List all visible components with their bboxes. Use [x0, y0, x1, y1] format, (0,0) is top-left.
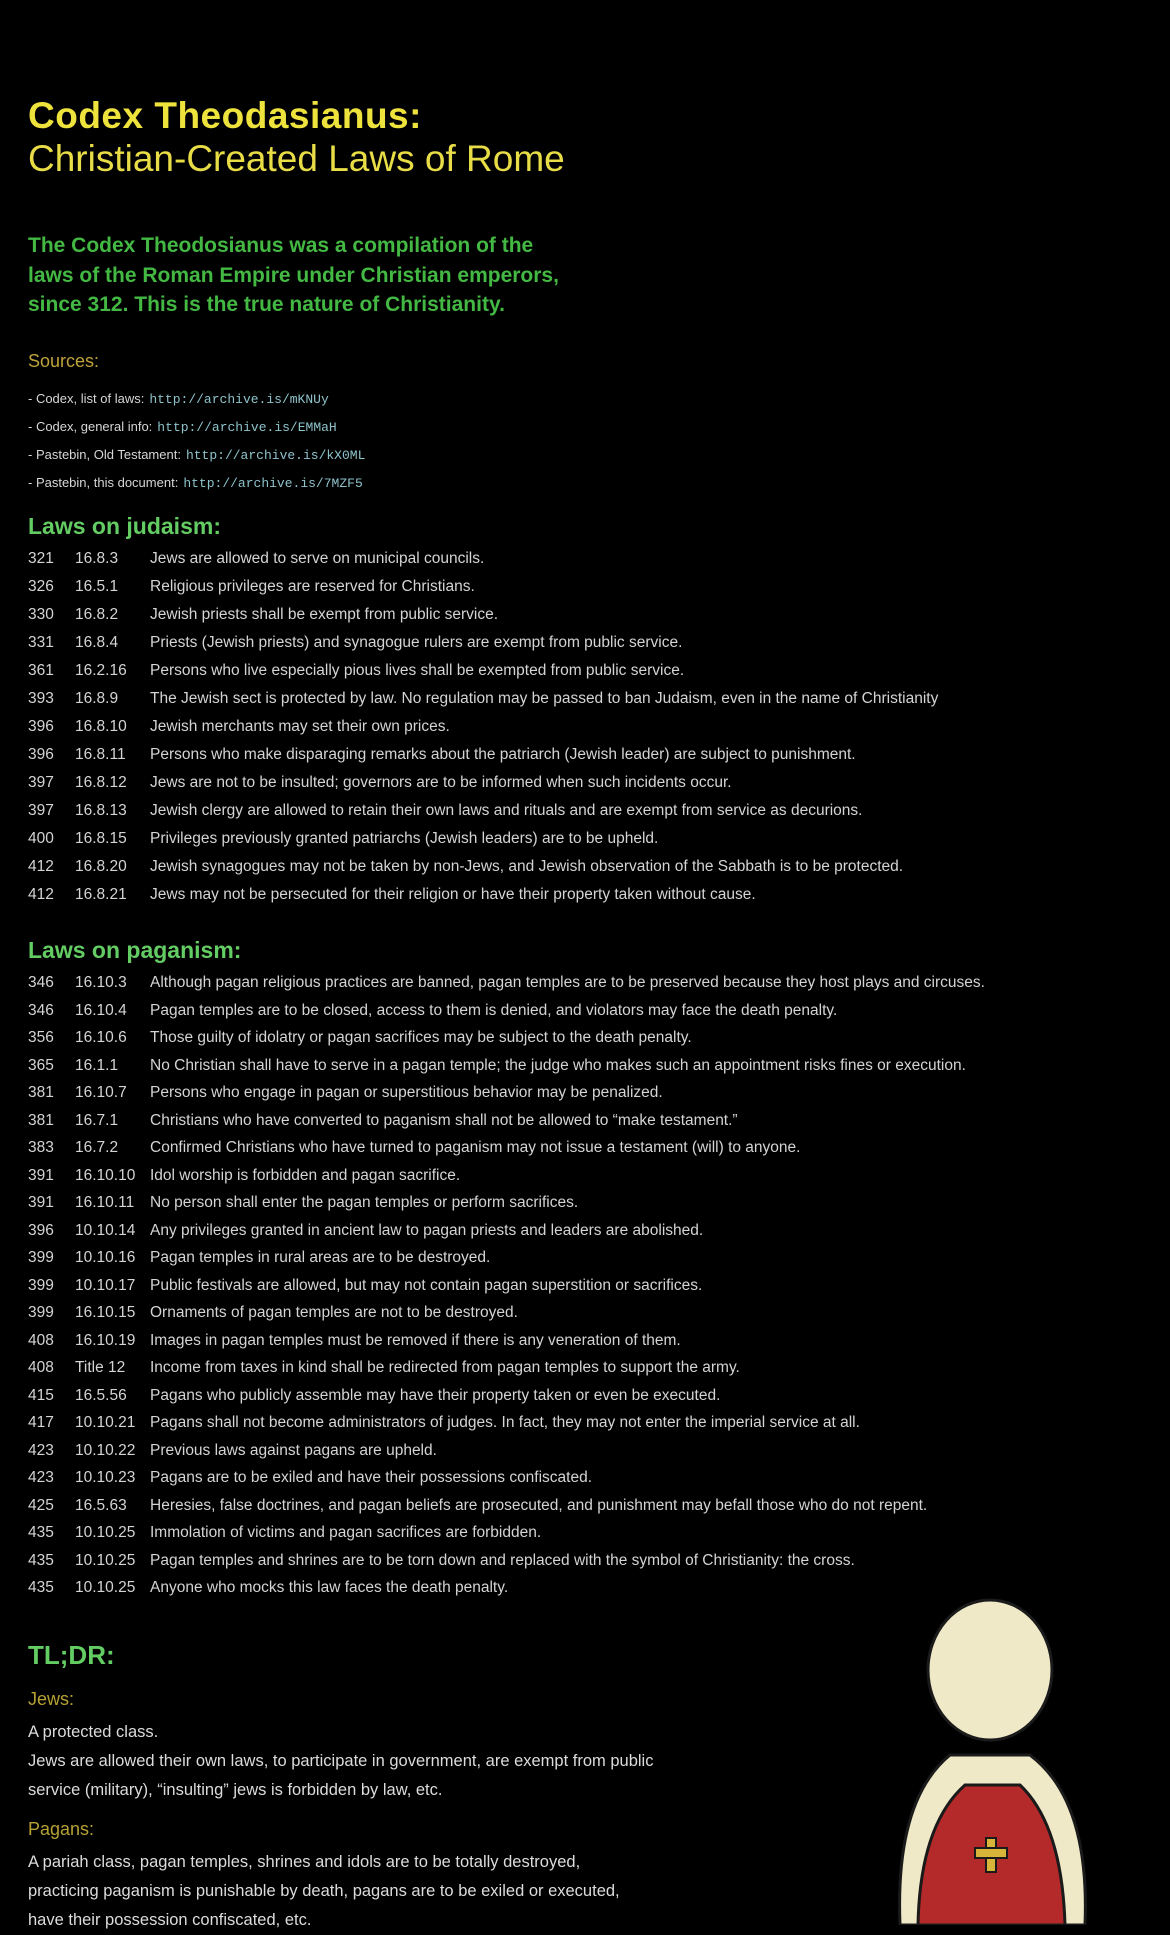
law-code: 16.10.6 [75, 1029, 127, 1046]
law-description: The Jewish sect is protected by law. No regulation may be passed to ban Judaism, even in the name of Christianity [150, 690, 939, 707]
section-laws-judaism [28, 512, 938, 914]
intro-line: laws of the Roman Empire under Christian emperors, [28, 263, 559, 287]
law-description: Persons who engage in pagan or superstitious behavior may be penalized. [150, 1084, 663, 1101]
law-code: 10.10.16 [75, 1249, 136, 1266]
law-year: 321 [28, 550, 54, 567]
law-description: Pagan temples and shrines are to be torn down and replaced with the symbol of Christianity: the cross. [150, 1551, 855, 1569]
law-description: Jewish merchants may set their own prices. [150, 718, 450, 735]
law-description: Pagans shall not become administrators of judges. In fact, they may not enter the imperial service at all. [150, 1414, 860, 1431]
law-code: 16.8.21 [75, 886, 127, 903]
law-year: 326 [28, 578, 54, 595]
law-code: 16.8.3 [75, 550, 119, 567]
law-year: 361 [28, 662, 54, 679]
law-year: 383 [28, 1139, 54, 1156]
law-year: 435 [28, 1551, 54, 1569]
law-year: 435 [28, 1579, 54, 1596]
intro-line: since 312. This is the true nature of Christianity. [28, 293, 505, 316]
law-description: Previous laws against pagans are upheld. [150, 1441, 437, 1459]
law-description: Immolation of victims and pagan sacrifices are forbidden. [150, 1524, 542, 1541]
source-url-link[interactable]: http://archive.is/mKNUy [149, 392, 329, 407]
law-description: Pagans are to be exiled and have their possessions confiscated. [150, 1469, 593, 1486]
law-table-judaism [28, 550, 938, 914]
law-description: Jewish synagogues may not be taken by non-Jews, and Jewish observation of the Sabbath is to be protected. [150, 858, 904, 875]
law-row [28, 774, 938, 802]
sources-list [28, 385, 365, 497]
tldr-text-pagans: A pariah class, pagan temples, shrines and idols are to be totally destroyed, [28, 1853, 581, 1871]
law-year: 356 [28, 1029, 54, 1046]
law-code: 16.8.12 [75, 774, 127, 791]
law-row [28, 802, 938, 830]
law-row [28, 662, 938, 690]
law-row [28, 1002, 985, 1030]
intro-paragraph [28, 231, 559, 320]
law-description: Public festivals are allowed, but may not contain pagan superstition or sacrifices. [150, 1276, 703, 1294]
law-row [28, 858, 938, 886]
law-code: 16.8.15 [75, 830, 127, 847]
law-row [28, 1552, 985, 1580]
law-description: Pagan temples are to be closed, access to them is denied, and violators may face the death penalty. [150, 1001, 838, 1019]
law-code: 10.10.25 [75, 1524, 136, 1541]
spacer [28, 1805, 688, 1819]
sources-section [28, 351, 365, 497]
law-year: 393 [28, 690, 54, 707]
tldr-heading: TL;DR: [28, 1640, 115, 1670]
tldr-text-jews: Jews are allowed their own laws, to participate in government, are exempt from public [28, 1752, 654, 1770]
law-row [28, 886, 938, 914]
law-row [28, 690, 938, 718]
law-year: 330 [28, 606, 54, 623]
law-year: 412 [28, 858, 54, 875]
tldr-text-jews: service (military), “insulting” jews is forbidden by law, etc. [28, 1781, 443, 1799]
law-year: 423 [28, 1469, 54, 1486]
law-year: 425 [28, 1496, 54, 1514]
law-description: Pagan temples in rural areas are to be destroyed. [150, 1249, 491, 1266]
law-code: 16.7.2 [75, 1139, 119, 1156]
law-year: 408 [28, 1331, 54, 1349]
law-code: 16.8.9 [75, 690, 119, 707]
law-row [28, 550, 938, 578]
law-year: 391 [28, 1166, 54, 1184]
source-label: - Pastebin, this document: [28, 475, 179, 490]
law-row [28, 606, 938, 634]
law-row [28, 1524, 985, 1552]
document-header [28, 94, 565, 180]
law-table-paganism [28, 974, 985, 1607]
law-year: 397 [28, 774, 54, 791]
law-code: 16.10.15 [75, 1304, 136, 1321]
law-row [28, 1442, 985, 1470]
law-year: 399 [28, 1304, 54, 1321]
law-year: 399 [28, 1249, 54, 1266]
law-row [28, 1359, 985, 1387]
law-code: Title 12 [75, 1359, 126, 1376]
law-code: 10.10.22 [75, 1441, 136, 1459]
law-year: 396 [28, 1221, 54, 1239]
source-item [28, 413, 365, 441]
law-year: 435 [28, 1524, 54, 1541]
law-row [28, 1332, 985, 1360]
law-description: Jewish priests shall be exempt from public service. [150, 606, 499, 623]
source-url-link[interactable]: http://archive.is/7MZF5 [183, 476, 363, 491]
law-description: Ornaments of pagan temples are not to be destroyed. [150, 1304, 518, 1321]
law-code: 16.10.11 [75, 1194, 135, 1211]
law-description: Persons who make disparaging remarks about the patriarch (Jewish leader) are subject to punishment. [150, 746, 856, 763]
law-code: 16.10.3 [75, 974, 127, 991]
law-code: 16.8.4 [75, 634, 119, 651]
law-code: 10.10.14 [75, 1221, 136, 1239]
law-code: 16.10.4 [75, 1001, 127, 1019]
law-code: 16.8.11 [75, 746, 126, 763]
law-description: No Christian shall have to serve in a pagan temple; the judge who makes such an appointment risks fines or execution. [150, 1056, 966, 1074]
law-year: 400 [28, 830, 54, 847]
law-code: 16.1.1 [75, 1056, 119, 1074]
source-label: - Codex, general info: [28, 419, 153, 434]
law-code: 16.8.20 [75, 858, 127, 875]
illustration-placeholder [790, 1580, 1160, 1925]
law-code: 16.10.10 [75, 1166, 136, 1184]
source-label: - Codex, list of laws: [28, 391, 145, 406]
law-code: 16.5.63 [75, 1496, 127, 1514]
intro-line: The Codex Theodosianus was a compilation of the [28, 234, 534, 257]
law-code: 16.2.16 [75, 662, 127, 679]
law-code: 16.5.1 [75, 578, 119, 595]
law-year: 396 [28, 746, 54, 763]
law-row [28, 1277, 985, 1305]
law-code: 16.5.56 [75, 1386, 127, 1404]
tldr-text-jews: A protected class. [28, 1723, 159, 1741]
law-row [28, 578, 938, 606]
source-item [28, 441, 365, 469]
law-code: 10.10.25 [75, 1551, 136, 1569]
law-description: Those guilty of idolatry or pagan sacrifices may be subject to the death penalty. [150, 1029, 692, 1046]
law-row [28, 1139, 985, 1167]
law-code: 16.10.7 [75, 1084, 127, 1101]
law-year: 397 [28, 802, 54, 819]
law-code: 10.10.17 [75, 1276, 136, 1294]
source-url-link[interactable]: http://archive.is/kX0ML [185, 448, 366, 463]
law-year: 391 [28, 1194, 54, 1211]
law-code: 16.10.19 [75, 1331, 136, 1349]
section-heading-paganism: Laws on paganism: [28, 937, 242, 963]
law-description: Idol worship is forbidden and pagan sacrifice. [150, 1166, 461, 1184]
law-code: 16.8.10 [75, 718, 127, 735]
law-code: 10.10.25 [75, 1579, 136, 1596]
law-description: Anyone who mocks this law faces the death penalty. [150, 1579, 509, 1596]
law-description: Images in pagan temples must be removed if there is any veneration of them. [150, 1331, 681, 1349]
tldr-section [28, 1640, 688, 1935]
law-code: 10.10.21 [75, 1414, 136, 1431]
law-description: Any privileges granted in ancient law to pagan priests and leaders are abolished. [150, 1221, 704, 1239]
law-row [28, 830, 938, 858]
law-row [28, 1167, 985, 1195]
section-heading-judaism: Laws on judaism: [28, 513, 221, 539]
law-description: No person shall enter the pagan temples or perform sacrifices. [150, 1194, 579, 1211]
law-row [28, 718, 938, 746]
law-description: Priests (Jewish priests) and synagogue rulers are exempt from public service. [150, 634, 683, 651]
law-row [28, 1222, 985, 1250]
tldr-text-pagans: practicing paganism is punishable by death, pagans are to be exiled or executed, [28, 1882, 620, 1900]
tldr-label-pagans: Pagans: [28, 1819, 95, 1839]
page-title: Codex Theodasianus: [28, 95, 422, 136]
law-description: Jews are allowed to serve on municipal councils. [150, 550, 485, 567]
law-year: 381 [28, 1111, 54, 1129]
law-code: 10.10.23 [75, 1469, 136, 1486]
law-row [28, 1469, 985, 1497]
law-row [28, 1057, 985, 1085]
law-row [28, 1112, 985, 1140]
law-description: Christians who have converted to paganism shall not be allowed to “make testament.” [150, 1111, 738, 1129]
law-description: Heresies, false doctrines, and pagan beliefs are prosecuted, and punishment may befall those who do not repent. [150, 1496, 928, 1514]
law-row [28, 1249, 985, 1277]
law-description: Persons who live especially pious lives shall be exempted from public service. [150, 662, 685, 679]
law-year: 415 [28, 1386, 54, 1404]
law-row [28, 634, 938, 662]
law-year: 412 [28, 886, 54, 903]
source-url-link[interactable]: http://archive.is/EMMaH [157, 420, 337, 435]
law-year: 346 [28, 1001, 54, 1019]
law-code: 16.8.2 [75, 606, 119, 623]
source-item [28, 385, 365, 413]
source-label: - Pastebin, Old Testament: [28, 447, 181, 462]
law-year: 381 [28, 1084, 54, 1101]
law-row [28, 746, 938, 774]
page-subtitle: Christian-Created Laws of Rome [28, 138, 565, 179]
law-year: 417 [28, 1414, 54, 1431]
source-item [28, 469, 365, 497]
law-row [28, 1304, 985, 1332]
law-description: Pagans who publicly assemble may have their property taken or even be executed. [150, 1386, 721, 1404]
section-laws-paganism [28, 936, 985, 1607]
law-row [28, 1414, 985, 1442]
law-year: 396 [28, 718, 54, 735]
law-year: 331 [28, 634, 54, 651]
law-row [28, 1387, 985, 1415]
tldr-text-pagans: have their possession confiscated, etc. [28, 1911, 312, 1929]
law-year: 346 [28, 974, 54, 991]
law-year: 365 [28, 1056, 54, 1074]
law-description: Jews may not be persecuted for their religion or have their property taken without cause. [150, 886, 756, 903]
law-code: 16.8.13 [75, 802, 127, 819]
law-description: Privileges previously granted patriarchs (Jewish leaders) are to be upheld. [150, 830, 659, 847]
law-description: Although pagan religious practices are banned, pagan temples are to be preserved because they host plays and circuses. [150, 974, 985, 991]
law-row [28, 1084, 985, 1112]
law-description: Religious privileges are reserved for Christians. [150, 578, 475, 595]
law-description: Income from taxes in kind shall be redirected from pagan temples to support the army. [150, 1359, 740, 1376]
law-row [28, 974, 985, 1002]
law-row [28, 1497, 985, 1525]
sources-heading: Sources: [28, 351, 100, 371]
law-description: Jews are not to be insulted; governors are to be informed when such incidents occur. [150, 774, 732, 791]
law-row [28, 1194, 985, 1222]
law-description: Jewish clergy are allowed to retain their own laws and rituals and are exempt from service as decurions. [150, 802, 863, 819]
law-code: 16.7.1 [75, 1111, 119, 1129]
law-year: 399 [28, 1276, 54, 1294]
law-description: Confirmed Christians who have turned to paganism may not issue a testament (will) to anyone. [150, 1139, 801, 1156]
law-year: 408 [28, 1359, 54, 1376]
tldr-label-jews: Jews: [28, 1689, 75, 1709]
law-year: 423 [28, 1441, 54, 1459]
law-row [28, 1029, 985, 1057]
